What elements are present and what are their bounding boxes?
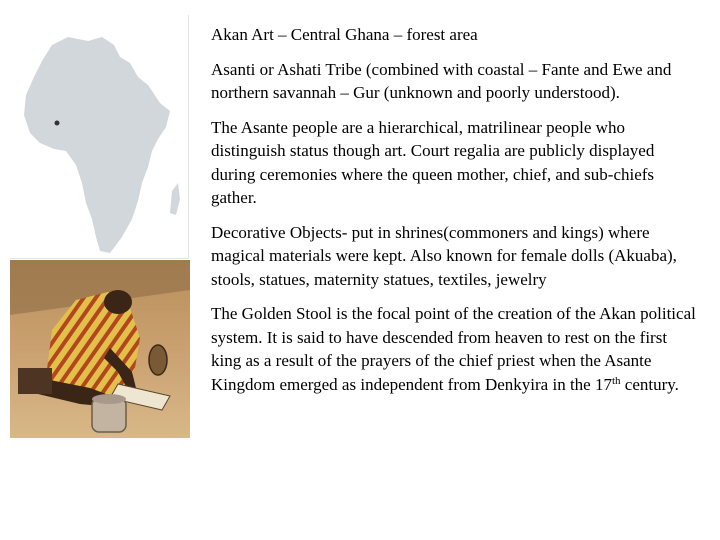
- artisan-photo: [10, 260, 190, 438]
- africa-map-icon: [10, 15, 188, 258]
- golden-stool-text: The Golden Stool is the focal point of the creation of the Akan political system. It is said to have descended from heaven to rest on the first king as a result of the prayers of the chief priest when the Asante Kingdom emerged as independent from Denkyira in the 17: [211, 304, 696, 394]
- ghana-location-marker: [55, 121, 60, 126]
- paragraph-tribes: Asanti or Ashati Tribe (combined with coastal – Fante and Ewe and northern savannah – Gur (unknown and poorly understood).: [211, 59, 672, 102]
- artisan-photo-icon: [10, 260, 190, 438]
- clay-pot-rim: [92, 394, 126, 404]
- africa-continent-shape: [24, 37, 170, 253]
- ordinal-superscript: th: [611, 374, 621, 387]
- paragraph-asante-people: The Asante people are a hierarchical, matrilinear people who distinguish status though art. Court regalia are publicly displayed during ceremonies where the queen mother, chief, and sub-chiefs gather.: [211, 117, 655, 207]
- brass-vessel: [149, 345, 167, 375]
- low-stool: [18, 368, 52, 394]
- madagascar-shape: [170, 183, 180, 215]
- paragraph-heading: Akan Art – Central Ghana – forest area: [211, 25, 478, 44]
- africa-map: [10, 15, 189, 259]
- figure-head: [104, 290, 132, 314]
- paragraph-decorative-objects: Decorative Objects- put in shrines(commoners and kings) where magical materials were kept. Also known for female dolls (Akuaba), stools, statues, maternity statues, textiles, jewelry: [211, 222, 677, 289]
- body-text: [211, 23, 701, 407]
- golden-stool-text-end: century.: [620, 374, 679, 394]
- paragraph-golden-stool: [211, 302, 701, 396]
